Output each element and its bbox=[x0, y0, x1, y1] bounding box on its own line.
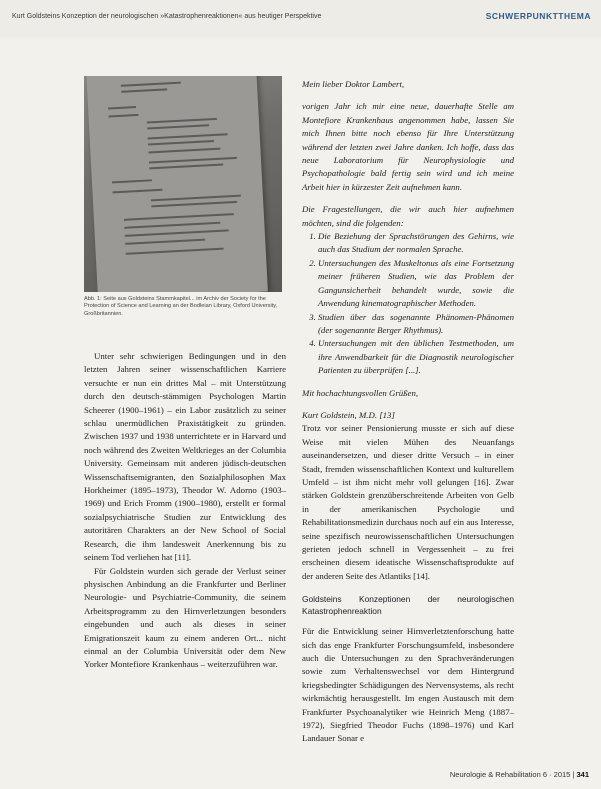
section-subheading: Goldsteins Konzeptionen der neurologischen Katastrophenreaktion bbox=[302, 594, 514, 617]
letter-question-list bbox=[302, 230, 514, 377]
list-item: 2. Untersuchungen des Muskeltonus als eine Fortsetzung meiner früheren Studien, wie das Problem der Gangunsicherheit behandelt wurde, sowie die Anwendung kinematographischer Methoden. bbox=[318, 257, 514, 311]
left-column bbox=[84, 350, 286, 672]
letter-body: vorigen Jahr ich mir eine neue, dauerhafte Stelle am Montefiore Krankenhaus angenommen habe, lassen Sie mich Ihnen bitte noch ebenso für Ihre Unterstützung während der letzten zwei Jahre danken. Ich hoffe, dass das neue Laboratorium für Neurophysiologie und Psychopathologie bald fertig sein wird und ich meine Arbeit hier in kürzester Zeit aufnehmen kann. bbox=[302, 101, 514, 192]
journal-citation: Neurologie & Rehabilitation 6 · 2015 | bbox=[449, 770, 575, 779]
letter-signature: Kurt Goldstein, M.D. [13] bbox=[302, 409, 395, 420]
document-page-image bbox=[86, 76, 268, 292]
letter-list-intro: Die Fragestellungen, die wir auch hier aufnehmen möchten, sind die folgenden: bbox=[302, 204, 514, 228]
body-paragraph: Unter sehr schwierigen Bedingungen und in den letzten Jahren seiner wissenschaftlichen Karriere versuchte er nun ein drittes Mal – mit Unterstützung durch den deutsch-stämmigen Psychologen Martin Scheerer (1900–1961) – ein Labor zusätzlich zu seiner schlau unermüdlichen Praxistätigkeit zu gründen. Zwischen 1937 und 1938 unterrichtete er in Harvard und noch während des Zweiten Weltkrieges an der Columbia University. Gemeinsam mit anderen jüdisch-deutschen Wissenschaftsemigranten, den Sozialphilosophen Max Horkheimer (1895–1973), Theodor W. Adorno (1903–1969) und Erich Fromm (1900–1980), erstellt er formal sozialpsychiatrische Studien zur Entwicklung des autoritären Charakters an der New School of Social Research, die ihm landesweit Anerkennung bis zu seinem Tod verliehen hat [11]. bbox=[84, 351, 286, 563]
running-title: Kurt Goldsteins Konzeption der neurologischen »Katastrophenreaktionen« aus heutiger Perspektive bbox=[12, 13, 322, 20]
list-item: 1. Die Beziehung der Sprachstörungen des Gehirns, wie auch das Studium der normalen Sprache. bbox=[318, 230, 514, 257]
section-tag: SCHWERPUNKTTHEMA bbox=[485, 11, 591, 21]
figure-caption: Abb. 1: Seite aus Goldsteins Stammkapitel... im Archiv der Society for the Protection of Science and Learning an der Bodleian Library, Oxford University, Großbritannien. bbox=[84, 296, 278, 317]
body-paragraph: Für Goldstein wurden sich gerade der Verlust seiner physischen Anbindung an die Frankfurter und Berliner Neurologie- und Psychiatrie-Community, die seinem Arbeitsprogramm zu den Hirnverletzungen besonders eingebunden und auch als dieses in seiner Emigrationszeit kaum zu einem anderen Ort... nicht einmal an der Columbia Universität oder dem New Yorker Montefiore Krankenhaus – weiterzuführen war. bbox=[84, 565, 286, 670]
page-number: 341 bbox=[576, 770, 589, 779]
letter-closing: Mit hochachtungsvollen Grüßen, bbox=[302, 387, 419, 398]
body-paragraph: Trotz vor seiner Pensionierung musste er sich auf diese Weise mit vielen Mühen des Neuanfangs auseinandersetzen, und dieser dritte Versuch – in einer Stadt, fremden wissenschaftlichen Kontext und kulturellem Umfeld – ist ihm nicht mehr voll gelungen [16]. Zwar stärken Goldstein grenzüberschreitende Arbeiten von Gelb in der amerikanischen Psychologie und Rehabilitationsmedizin durchaus noch auf ein aus Interesse, seine spezifisch neurowissenschaftlichen Untersuchungen gerieten jedoch schnell in Vergessenheit – zu frei erscheinen diesem ideatische Wissenschaftsprodukte auf der anderen Seite des Atlantiks [14]. bbox=[302, 423, 514, 581]
list-item: 3. Studien über das sogenannte Phänomen-Phänomen (der sogenannte Berger Rhythmus). bbox=[318, 311, 514, 338]
running-header bbox=[0, 0, 601, 38]
body-paragraph: Für die Entwicklung seiner Hirnverletztenforschung hatte sich das enge Frankfurter Forschungsumfeld, insbesondere auch die Untersuchungen zu den Sprachveränderungen sowie zum Verhaltenswechsel vor dem Hintergrund kriegsbedingter Schädigungen des Nervensystems, als recht wirkmächtig herausgestellt. Im engen Austausch mit dem Frankfurter Psychoanalytiker wie Heinrich Meng (1887–1972), Siegfried Theodor Fuchs (1898–1976) und Karl Landauer Sonar e bbox=[302, 626, 514, 744]
list-item: 4. Untersuchungen mit den üblichen Testmethoden, um ihre Anwendbarkeit für die Diagnostik neurologischer Patienten zu überprüfen [...]. bbox=[318, 337, 514, 377]
right-column bbox=[302, 78, 514, 746]
page-footer bbox=[450, 770, 589, 779]
letter-salutation: Mein lieber Doktor Lambert, bbox=[302, 79, 405, 89]
archive-document-photo bbox=[84, 76, 282, 292]
